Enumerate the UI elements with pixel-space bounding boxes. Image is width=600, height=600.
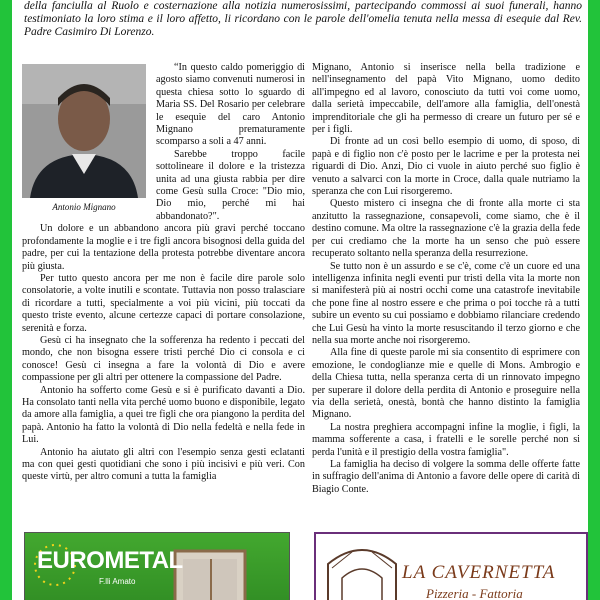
eurometal-ad [24,532,290,600]
paragraph: Questo mistero ci insegna che di fronte alla morte ci sta anzitutto la rassegnazione, consapevoli, come siamo, che è il destino comune. Ma oltre la rassegnazione c'è la grazia della fede per cui crediamo che la morte ha un senso che può essere recuperato soltanto nella speranza della resurrezione. [312,198,580,260]
paragraph: Sarebbe troppo facile sottolineare il dolore e la tristezza unita ad una giusta rabbia per dire come Gesù sulla Croce: "Dio mio, Dio mio, perché mi hai abbandonato?". [156,148,305,222]
cavernetta-ad [314,532,588,600]
intro-text: della fanciulla al Ruolo e costernazione alla notizia numerosissimi, partecipando commossi ai suoi funerali, hanno testimoniato la loro stima e il loro affetto, li ricordano con le parole dell'omelia tenuta nella messa di esequie dal Rev. Padre Casimiro Di Lorenzo. [24,0,582,38]
photo-caption: Antonio Mignano [52,202,116,212]
paragraph: Antonio ha sofferto come Gesù e si è purificato davanti a Dio. Ha consolato tanti nella vita perché uomo buono e disponibile, legato da amore alla famiglia, a quei tre figli che ora piangono la perdita del papà. Antonio ha fatto la volontà di Dio nella fedeltà e nella fede in Lui. [22,384,305,446]
paragraph: Mignano, Antonio si inserisce nella bella tradizione e nell'insegnamento del papà Vito Mignano, uomo dedito all'impegno ed al lavoro, conosciuto da tutti voi come uomo, dalla serietà impeccabile, dell'amore alla famiglia, dell'onestà imprenditoriale che gli ha permesso di creare un futuro per sé e per i figli. [312,62,580,136]
paragraph: Antonio ha aiutato gli altri con l'esempio senza gesti eclatanti ma con quei gesti quotidiani che sono i più incisivi e più veri. Con queste virtù, per altro comuni a tutta la famiglia [22,446,305,483]
paragraph: La nostra preghiera accompagni infine la moglie, i figli, la mamma sofferente a casa, i fratelli e le sorelle perché non si perda l'unità e il prestigio della vostra famiglia". [312,421,580,458]
paragraph: Per tutto questo ancora per me non è facile dire parole solo consolatorie, a volte inutili e scontate. Tuttavia non posso tralasciare di ricordare a tutti, specialmente a voi più vicini, più toccati da questo triste evento, alcune certezze capaci di portare consolazione, serenità e forza. [22,272,305,334]
eurometal-brand: EUROMETAL [37,547,183,574]
cavernetta-brand: LA CAVERNETTA [402,562,556,583]
photo-block [22,64,146,213]
paragraph: La famiglia ha deciso di volgere la somma delle offerte fatte in suffragio dell'anima di Antonio a favore delle opere di carità di Biagio Conte. [312,459,580,495]
page [12,0,588,600]
paragraph: Gesù ci ha insegnato che la sofferenza ha redento i peccati del mondo, che non bisogna essere tristi perché Dio ci consola e ci conosce! Gesù ci insegna a fare la volontà di Dio e avere compassione per gli altri per ottenere la compassione del Padre. [22,334,305,384]
paragraph: Un dolore e un abbandono ancora più gravi perché toccano profondamente la moglie e i tre figli ancora bisognosi della guida del padre, per cui la tentazione della protesta potrebbe diventare ancora più giusta. [22,223,305,272]
column-left [22,62,305,484]
paragraph: Se tutto non è un assurdo e se c'è, come c'è un cuore ed una intelligenza infinita negli eventi pur tristi della vita la morte non si manifesterà più ai nostri occhi come una catastrofe inevitabile che pone fine al nostro essere e che prima o poi tocche rà a tutti subire un evento su cui possiamo e dobbiamo rilanciare credendo che Lui Gesù ha vinto la morte resuscitando il terzo giorno e che nella sua morte anche noi risorgeremo. [312,260,580,346]
paragraph: “In questo caldo pomeriggio di agosto siamo convenuti numerosi in questa chiesa sotto lo sguardo di Maria SS. Del Rosario per celebrare le esequie del caro Antonio Mignano prematuramente scomparso a soli a 47 anni. [156,62,305,148]
eurometal-sub: F.lli Amato [99,577,136,586]
paragraph: Di fronte ad un così bello esempio di uomo, di sposo, di papà e di figlio non c'è posto per le lacrime e per la protesta nei riguardi di Dio. Anzi, Dio ci vuole in aiuto perché suo figlio è venuto a salvarci con la morte in Croce, dalla quale nutriamo la speranza che con Lui risorgeremo. [312,136,580,198]
cavernetta-sub: Pizzeria - Fattoria [426,586,523,600]
portrait-photo [22,64,146,198]
paragraph: Alla fine di queste parole mi sia consentito di esprimere con emozione, le condoglianze mie e quelle di Mons. Ambrogio e della Chiesa tutta, nella speranza certa di un rinnovato impegno per superare il dolore della perdita di Antonio e proseguire nella via della serietà, onestà, bontà che hanno distinto la famiglia Mignano. [312,347,580,421]
column-right [312,62,580,496]
